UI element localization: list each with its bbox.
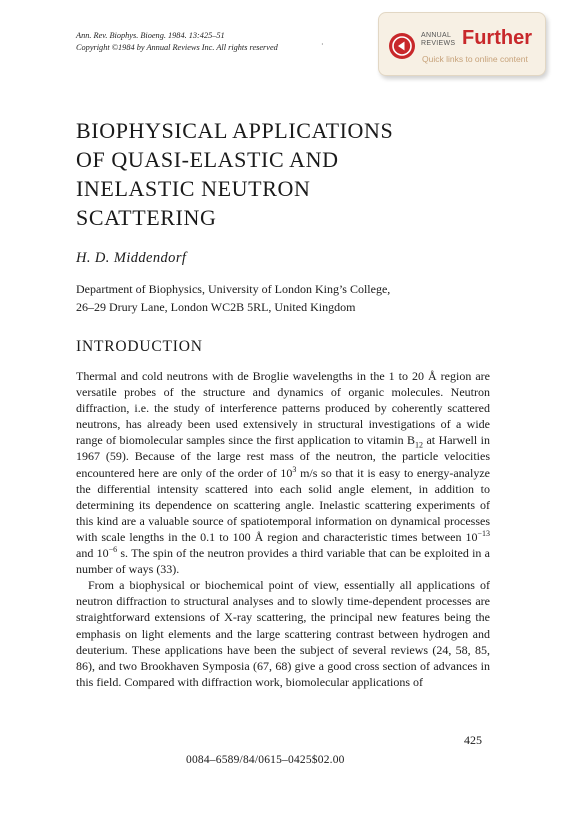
- text-run: m/s so that it is easy to energy-analyze the differential intensity scattered into each solid angle element, in addition to determining its dependence on scattering angle. Inelastic scattering experiments of this kind are a valuable source of spatiotemporal information on dynamical processes with scale lengths in the 0.1 to 100 Å region and characteristic times between 10: [76, 465, 490, 544]
- title-line: SCATTERING: [76, 205, 217, 230]
- author-name: H. D. Middendorf: [76, 250, 187, 266]
- citation-line: Ann. Rev. Biophys. Bioeng. 1984. 13:425–51: [76, 31, 225, 40]
- further-label: Further: [462, 27, 532, 49]
- subscript: 12: [415, 440, 424, 450]
- title-line: INELASTIC NEUTRON: [76, 176, 311, 201]
- journal-citation: [76, 30, 356, 54]
- text-run: Thermal and cold neutrons with de Broglie wavelengths in the 1 to 20 Å region are versatile probes of the structure and dynamics of organic molecules. Neutron diffraction, i.e. the study of interference patterns produced by coherently scattered neutrons, has already been used extensively in structural investigations of a wide range of biomolecular samples since the first application to vitamin B: [76, 369, 490, 448]
- wordmark-line-annual: ANNUAL: [421, 32, 452, 39]
- text-run: s. The spin of the neutron provides a third variable that can be exploited in a number of ways (33).: [76, 546, 491, 577]
- body-paragraph: [76, 368, 490, 577]
- section-heading: INTRODUCTION: [76, 338, 203, 355]
- play-back-icon: [389, 33, 415, 59]
- body-paragraph: From a biophysical or biochemical point of view, essentially all applications of neutron diffraction to structural analyses and to slowly time-dependent processes are straightforward extensions of X-ray scattering, the principal new features being the emphasis on light elements and the large scattering contrast between hydrogen and deuterium. These applications have been the subject of several reviews (24, 58, 85, 86), and two Brookhaven Symposia (67, 68) give a good cross section of advances in this field. Compared with diffraction work, biomolecular applications of: [76, 578, 490, 689]
- text-run: at Harwell in 1967 (59). Because of the large rest mass of the neutron, the particle velocities encountered here are only of the order of 10: [76, 433, 490, 480]
- affiliation-line: Department of Biophysics, University of London King’s College,: [76, 282, 391, 296]
- further-links-badge[interactable]: [378, 12, 546, 76]
- wordmark-line-reviews: REVIEWS: [421, 40, 456, 47]
- affiliation-line: 26–29 Drury Lane, London WC2B 5RL, United Kingdom: [76, 300, 356, 314]
- superscript: 3: [292, 464, 297, 474]
- price-code: 0084–6589/84/0615–0425$02.00: [186, 754, 345, 766]
- superscript: −13: [477, 528, 490, 538]
- title-line: OF QUASI-ELASTIC AND: [76, 147, 339, 172]
- copyright-line: Copyright ©1984 by Annual Reviews Inc. All rights reserved: [76, 43, 278, 52]
- article-title: [76, 116, 496, 232]
- superscript: −6: [108, 545, 118, 555]
- annual-reviews-wordmark: [421, 32, 455, 48]
- text-run: and 10: [76, 546, 109, 561]
- stray-dot: ·: [321, 40, 324, 49]
- title-line: BIOPHYSICAL APPLICATIONS: [76, 118, 394, 143]
- article-body: [76, 368, 490, 690]
- author-affiliation: [76, 280, 496, 316]
- page-number: 425: [464, 733, 482, 747]
- further-sublabel: Quick links to online content: [422, 54, 528, 64]
